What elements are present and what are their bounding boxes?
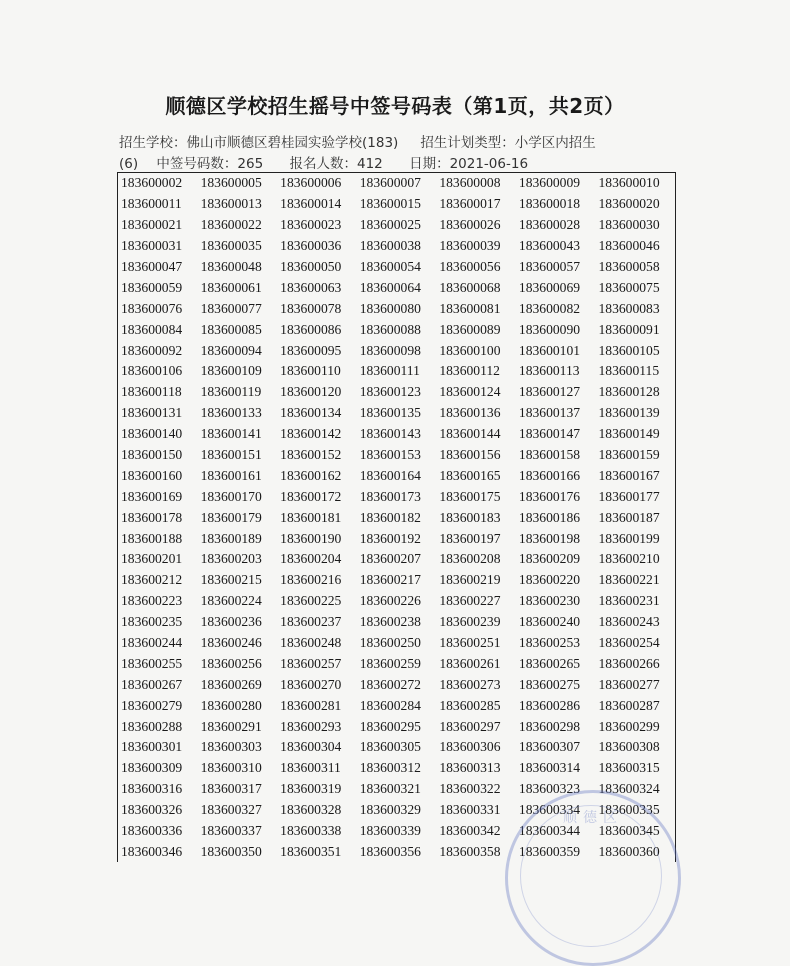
number-cell: 183600165 [439, 467, 501, 483]
number-cell: 183600159 [598, 447, 660, 463]
number-cell: 183600118 [121, 384, 182, 400]
number-cell: 183600120 [280, 384, 342, 400]
number-cell: 183600059 [121, 279, 183, 295]
number-cell: 183600279 [121, 697, 183, 713]
number-cell: 183600031 [121, 238, 183, 254]
number-cell: 183600022 [200, 217, 262, 233]
table-row [118, 319, 675, 340]
number-cell: 183600057 [518, 259, 581, 274]
number-cell: 183600308 [598, 739, 660, 755]
number-cell: 183600277 [598, 676, 660, 692]
number-cell: 183600088 [359, 321, 421, 337]
number-cell: 183600160 [121, 467, 183, 483]
number-cell: 183600314 [518, 760, 581, 776]
number-cell: 183600036 [280, 238, 342, 254]
number-cell: 183600312 [359, 760, 421, 776]
number-cell: 183600285 [439, 697, 501, 713]
number-cell: 183600011 [121, 196, 182, 212]
number-cell: 183600128 [598, 384, 660, 400]
number-cell: 183600006 [280, 175, 342, 191]
number-cell: 183600220 [518, 572, 581, 588]
number-cell: 183600005 [200, 175, 262, 191]
number-cell: 183600240 [518, 614, 581, 630]
number-cell: 183600187 [598, 509, 660, 525]
number-cell: 183600299 [598, 718, 660, 734]
number-cell: 183600317 [200, 781, 262, 797]
number-cell: 183600250 [359, 635, 421, 651]
number-cell: 183600301 [121, 739, 183, 755]
number-cell: 183600269 [200, 676, 262, 692]
number-cell: 183600133 [200, 405, 262, 421]
plan-type: 招生计划类型：小学区内招生 [420, 135, 596, 151]
number-cell: 183600061 [200, 279, 262, 295]
number-cell: 183600261 [439, 655, 501, 671]
number-cell: 183600177 [598, 488, 660, 504]
number-cell: 183600335 [598, 802, 660, 818]
number-cell: 183600326 [121, 802, 183, 818]
number-cell: 183600209 [518, 551, 581, 567]
number-cell: 183600078 [280, 300, 342, 316]
number-cell: 183600342 [439, 823, 501, 839]
number-cell: 183600113 [518, 363, 580, 379]
number-cell: 183600272 [359, 676, 421, 692]
table-row [118, 612, 675, 633]
number-cell: 183600082 [518, 300, 581, 316]
number-cell: 183600008 [439, 175, 501, 191]
number-cell: 183600327 [200, 802, 262, 818]
number-cell: 183600161 [200, 467, 262, 483]
number-cell: 183600111 [359, 363, 420, 379]
table-row [118, 445, 675, 466]
number-cell: 183600231 [598, 593, 660, 609]
number-cell: 183600334 [518, 802, 581, 818]
number-cell: 183600322 [439, 781, 501, 797]
number-cell: 183600199 [598, 530, 660, 546]
number-cell: 183600237 [280, 614, 342, 630]
number-cell: 183600267 [121, 676, 183, 692]
number-cell: 183600331 [439, 802, 501, 818]
number-cell: 183600048 [200, 259, 262, 274]
number-cell: 183600236 [200, 614, 262, 630]
table-row [118, 340, 675, 361]
number-cell: 183600344 [518, 823, 581, 839]
table-row [118, 779, 675, 800]
number-cell: 183600248 [280, 635, 342, 651]
number-cell: 183600158 [518, 447, 581, 463]
table-row [118, 800, 675, 821]
number-cell: 183600345 [598, 823, 660, 839]
number-cell: 183600069 [518, 279, 581, 295]
number-cell: 183600201 [121, 551, 183, 567]
table-row [118, 486, 675, 507]
number-cell: 183600305 [359, 739, 421, 755]
number-cell: 183600219 [439, 572, 501, 588]
number-cell: 183600210 [598, 551, 660, 567]
number-cell: 183600223 [121, 593, 183, 609]
number-cell: 183600136 [439, 405, 501, 421]
number-cell: 183600328 [280, 802, 342, 818]
number-cell: 183600092 [121, 342, 183, 358]
table-row [118, 465, 675, 486]
draw-date: 日期：2021-06-16 [409, 156, 529, 172]
number-cell: 183600054 [359, 259, 421, 274]
number-cell: 183600123 [359, 384, 421, 400]
number-cell: 183600281 [280, 697, 342, 713]
number-cell: 183600083 [598, 300, 660, 316]
number-cell: 183600162 [280, 467, 342, 483]
number-cell: 183600064 [359, 279, 421, 295]
number-cell: 183600124 [439, 384, 501, 400]
page-title: 顺德区学校招生摇号中签号码表（第1页，共2页） [165, 94, 625, 118]
number-cell: 183600139 [598, 405, 660, 421]
number-cell: 183600288 [121, 718, 183, 734]
number-cell: 183600137 [518, 405, 581, 421]
number-cell: 183600189 [200, 530, 262, 546]
table-row [118, 298, 675, 319]
number-cell: 183600028 [518, 217, 581, 233]
number-cell: 183600358 [439, 843, 501, 859]
number-cell: 183600319 [280, 781, 342, 797]
number-cell: 183600208 [439, 551, 501, 567]
number-cell: 183600337 [200, 823, 262, 839]
number-cell: 183600010 [598, 175, 660, 191]
number-cell: 183600050 [280, 259, 342, 274]
number-cell: 183600311 [280, 760, 341, 776]
number-cell: 183600280 [200, 697, 262, 713]
number-cell: 183600313 [439, 760, 501, 776]
table-row [118, 257, 675, 278]
number-cell: 183600204 [280, 551, 342, 567]
number-cell: 183600007 [359, 175, 421, 191]
number-cell: 183600030 [598, 217, 660, 233]
number-cell: 183600075 [598, 279, 660, 295]
number-cell: 183600056 [439, 259, 501, 274]
number-cell: 183600181 [280, 509, 342, 525]
number-cell: 183600298 [518, 718, 581, 734]
number-cell: 183600256 [200, 655, 262, 671]
number-cell: 183600014 [280, 196, 342, 212]
number-cell: 183600076 [121, 300, 183, 316]
number-cell: 183600112 [439, 363, 500, 379]
number-cell: 183600336 [121, 823, 183, 839]
number-cell: 183600025 [359, 217, 421, 233]
number-cell: 183600316 [121, 781, 183, 797]
table-row [118, 277, 675, 298]
number-cell: 183600098 [359, 342, 421, 358]
number-cell: 183600338 [280, 823, 342, 839]
number-cell: 183600172 [280, 488, 342, 504]
number-cell: 183600306 [439, 739, 501, 755]
number-cell: 183600017 [439, 196, 501, 212]
number-cell: 183600254 [598, 635, 660, 651]
number-cell: 183600131 [121, 405, 183, 421]
number-cell: 183600225 [280, 593, 342, 609]
number-cell: 183600166 [518, 467, 581, 483]
number-cell: 183600203 [200, 551, 262, 567]
table-row [118, 591, 675, 612]
number-cell: 183600147 [518, 426, 581, 442]
number-cell: 183600293 [280, 718, 342, 734]
number-cell: 183600009 [518, 175, 581, 191]
number-cell: 183600179 [200, 509, 262, 525]
number-cell: 183600047 [121, 259, 183, 274]
table-row [118, 695, 675, 716]
number-cell: 183600150 [121, 447, 183, 463]
number-cell: 183600100 [439, 342, 501, 358]
number-cell: 183600176 [518, 488, 581, 504]
number-cell: 183600167 [598, 467, 660, 483]
table-row [118, 758, 675, 779]
applicant-count: 报名人数：412 [289, 156, 383, 172]
number-cell: 183600140 [121, 426, 183, 442]
info-line-school [119, 131, 610, 151]
table-row [118, 236, 675, 257]
number-cell: 183600266 [598, 655, 660, 671]
number-cell: 183600265 [518, 655, 581, 671]
table-row [118, 570, 675, 591]
number-cell: 183600239 [439, 614, 501, 630]
table-row [118, 173, 675, 194]
number-cell: 183600212 [121, 572, 183, 588]
number-cell: 183600021 [121, 217, 183, 233]
number-cell: 183600035 [200, 238, 262, 254]
number-cell: 183600351 [280, 843, 342, 859]
number-cell: 183600084 [121, 321, 183, 337]
number-cell: 183600023 [280, 217, 342, 233]
number-cell: 183600144 [439, 426, 501, 442]
number-cell: 183600106 [121, 363, 183, 379]
number-cell: 183600255 [121, 655, 183, 671]
number-cell: 183600143 [359, 426, 421, 442]
number-cell: 183600153 [359, 447, 421, 463]
number-cell: 183600043 [518, 238, 581, 254]
winner-count: 中签号码数：265 [156, 156, 264, 172]
number-cell: 183600192 [359, 530, 421, 546]
number-cell: 183600238 [359, 614, 421, 630]
number-cell: 183600273 [439, 676, 501, 692]
number-cell: 183600105 [598, 342, 660, 358]
number-cell: 183600356 [359, 843, 421, 859]
info-line-stats [119, 152, 542, 172]
number-cell: 183600135 [359, 405, 421, 421]
number-cell: 183600151 [200, 447, 262, 463]
number-cell: 183600095 [280, 342, 342, 358]
number-cell: 183600286 [518, 697, 581, 713]
table-row [118, 821, 675, 842]
number-cell: 183600217 [359, 572, 421, 588]
number-cell: 183600190 [280, 530, 342, 546]
winning-numbers-table [117, 172, 676, 862]
number-cell: 183600178 [121, 509, 183, 525]
number-cell: 183600197 [439, 530, 501, 546]
number-cell: 183600026 [439, 217, 501, 233]
school-name: 招生学校：佛山市顺德区碧桂园实验学校(183) [119, 135, 399, 151]
number-cell: 183600253 [518, 635, 581, 651]
number-cell: 183600173 [359, 488, 421, 504]
number-cell: 183600359 [518, 843, 581, 859]
number-cell: 183600339 [359, 823, 421, 839]
number-cell: 183600077 [200, 300, 262, 316]
table-row [118, 549, 675, 570]
number-cell: 183600089 [439, 321, 501, 337]
number-cell: 183600188 [121, 530, 183, 546]
number-cell: 183600329 [359, 802, 421, 818]
table-row [118, 403, 675, 424]
number-cell: 183600115 [598, 363, 660, 379]
number-cell: 183600309 [121, 760, 183, 776]
number-cell: 183600315 [598, 760, 660, 776]
table-row [118, 737, 675, 758]
number-cell: 183600063 [280, 279, 342, 295]
number-cell: 183600346 [121, 843, 183, 859]
number-cell: 183600002 [121, 175, 183, 191]
number-cell: 183600350 [200, 843, 262, 859]
number-cell: 183600244 [121, 635, 183, 651]
number-cell: 183600110 [280, 363, 341, 379]
number-cell: 183600068 [439, 279, 501, 295]
number-cell: 183600243 [598, 614, 660, 630]
number-cell: 183600183 [439, 509, 501, 525]
number-cell: 183600090 [518, 321, 581, 337]
number-cell: 183600020 [598, 196, 660, 212]
number-cell: 183600216 [280, 572, 342, 588]
number-cell: 183600149 [598, 426, 660, 442]
number-cell: 183600018 [518, 196, 581, 212]
number-cell: 183600081 [439, 300, 501, 316]
number-cell: 183600227 [439, 593, 501, 609]
table-row [118, 653, 675, 674]
table-row [118, 842, 675, 863]
number-cell: 183600169 [121, 488, 183, 504]
number-cell: 183600175 [439, 488, 501, 504]
number-cell: 183600152 [280, 447, 342, 463]
number-cell: 183600134 [280, 405, 342, 421]
number-cell: 183600085 [200, 321, 262, 337]
number-cell: 183600251 [439, 635, 501, 651]
number-cell: 183600086 [280, 321, 342, 337]
number-cell: 183600259 [359, 655, 421, 671]
number-cell: 183600013 [200, 196, 262, 212]
table-row [118, 382, 675, 403]
number-cell: 183600230 [518, 593, 581, 609]
number-cell: 183600235 [121, 614, 183, 630]
number-cell: 183600198 [518, 530, 581, 546]
table-row [118, 215, 675, 236]
number-cell: 183600297 [439, 718, 501, 734]
number-cell: 183600304 [280, 739, 342, 755]
number-cell: 183600360 [598, 843, 660, 859]
number-cell: 183600156 [439, 447, 501, 463]
number-cell: 183600142 [280, 426, 342, 442]
number-cell: 183600284 [359, 697, 421, 713]
number-cell: 183600119 [200, 384, 262, 400]
number-cell: 183600141 [200, 426, 262, 442]
number-cell: 183600246 [200, 635, 262, 651]
number-cell: 183600127 [518, 384, 581, 400]
table-row [118, 424, 675, 445]
number-cell: 183600058 [598, 259, 660, 274]
official-seal-text: 顺德区 [563, 810, 623, 826]
number-cell: 183600170 [200, 488, 262, 504]
number-cell: 183600207 [359, 551, 421, 567]
number-cell: 183600270 [280, 676, 342, 692]
number-cell: 183600015 [359, 196, 421, 212]
plan-code: (6) [119, 156, 139, 172]
table-row [118, 507, 675, 528]
table-row [118, 528, 675, 549]
number-cell: 183600307 [518, 739, 581, 755]
number-cell: 183600038 [359, 238, 421, 254]
number-cell: 183600221 [598, 572, 660, 588]
table-row [118, 674, 675, 695]
number-cell: 183600287 [598, 697, 660, 713]
number-cell: 183600303 [200, 739, 262, 755]
number-cell: 183600310 [200, 760, 262, 776]
number-cell: 183600226 [359, 593, 421, 609]
number-cell: 183600186 [518, 509, 581, 525]
number-cell: 183600323 [518, 781, 581, 797]
table-row [118, 361, 675, 382]
number-cell: 183600080 [359, 300, 421, 316]
table-row [118, 633, 675, 654]
table-row [118, 716, 675, 737]
number-cell: 183600324 [598, 781, 660, 797]
number-cell: 183600094 [200, 342, 262, 358]
number-cell: 183600164 [359, 467, 421, 483]
number-cell: 183600291 [200, 718, 262, 734]
number-cell: 183600039 [439, 238, 501, 254]
number-cell: 183600257 [280, 655, 342, 671]
table-row [118, 194, 675, 215]
number-cell: 183600215 [200, 572, 262, 588]
number-cell: 183600275 [518, 676, 581, 692]
number-cell: 183600091 [598, 321, 660, 337]
number-cell: 183600224 [200, 593, 262, 609]
number-cell: 183600101 [518, 342, 581, 358]
number-cell: 183600182 [359, 509, 421, 525]
number-cell: 183600046 [598, 238, 660, 254]
number-cell: 183600295 [359, 718, 421, 734]
number-cell: 183600321 [359, 781, 421, 797]
number-cell: 183600109 [200, 363, 262, 379]
